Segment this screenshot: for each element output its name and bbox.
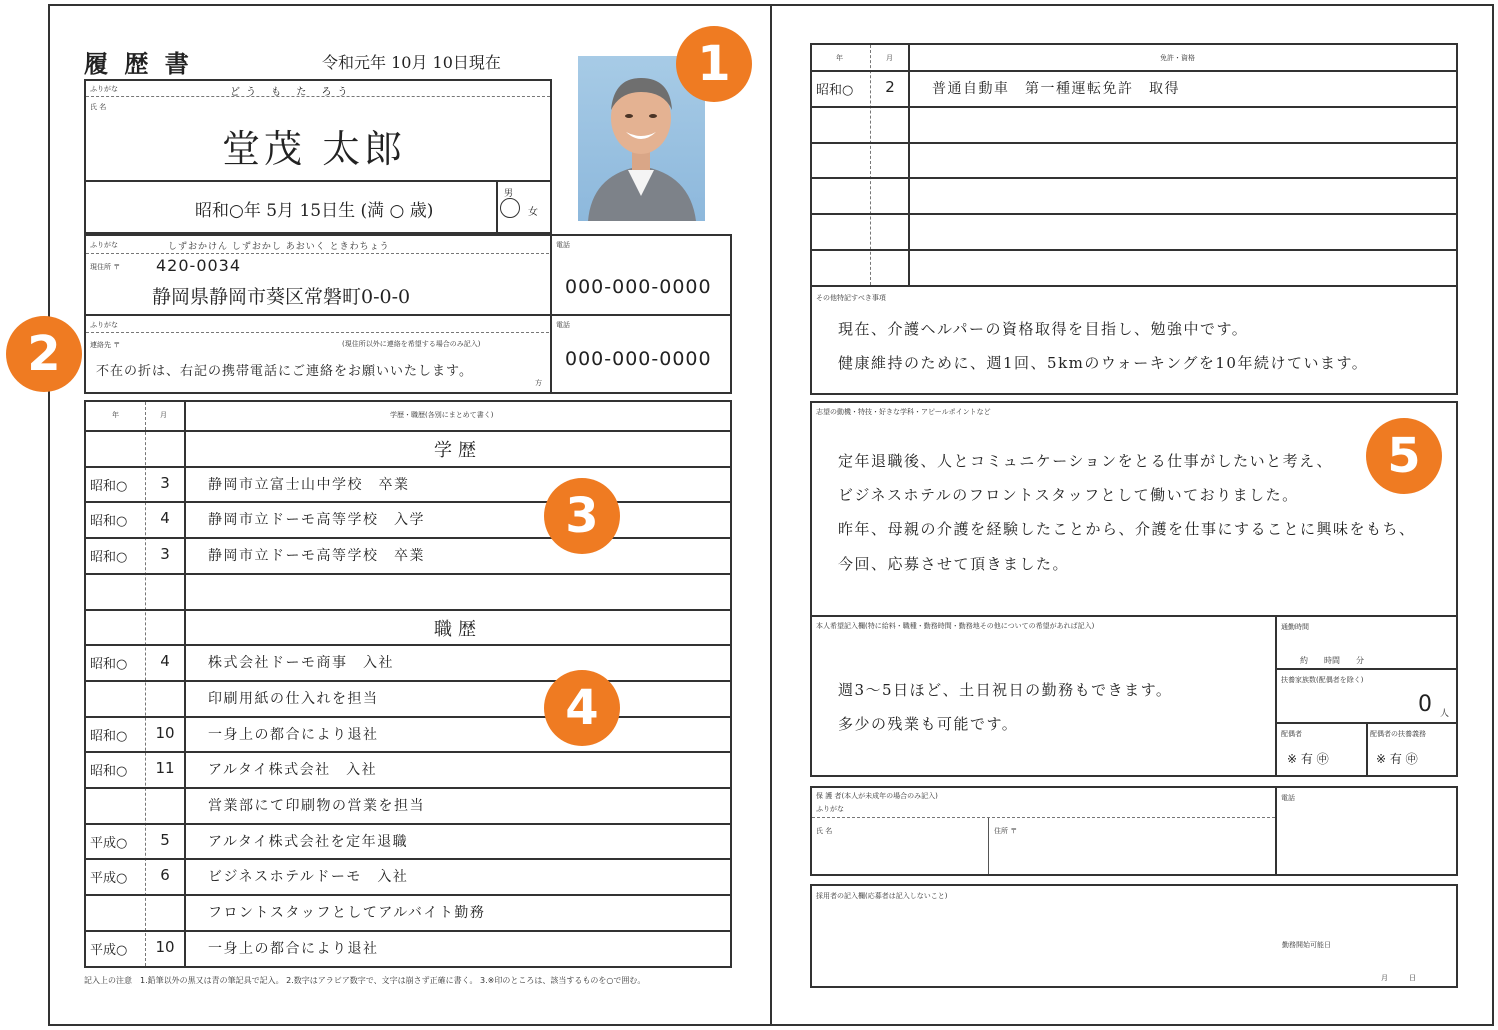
history-row-line <box>86 501 730 503</box>
special-label: その他特記すべき事項 <box>816 294 886 302</box>
contact-suffix: 方 <box>535 379 542 387</box>
lic-month-label: 月 <box>886 54 893 62</box>
history-row-month: 5 <box>160 830 170 849</box>
badge-5: 5 <box>1366 418 1442 494</box>
spouse-duty-label: 配偶者の扶養義務 <box>1370 730 1426 738</box>
history-row-line <box>86 787 730 789</box>
history-row-month: 3 <box>160 545 170 564</box>
address-furigana-label: ふりがな <box>90 241 118 249</box>
spouse-label: 配偶者 <box>1281 730 1302 738</box>
dependents-value: 0 <box>1418 692 1432 717</box>
hist-header: 学歴・職歴(各別にまとめて書く) <box>390 411 494 419</box>
commute-label: 通勤時間 <box>1281 623 1309 631</box>
phone2: 000-000-0000 <box>565 348 712 370</box>
motive-line-4: 今回、応募させて頂きました。 <box>838 555 1070 573</box>
phone2-label: 電話 <box>556 321 570 329</box>
history-row-year: 昭和○ <box>90 478 128 494</box>
sex-female: 女 <box>528 207 538 218</box>
wish-line-1: 週3〜5日ほど、土日祝日の勤務もできます。 <box>838 681 1173 699</box>
address-label: 現住所 〒 <box>90 263 121 271</box>
phone1-label: 電話 <box>556 241 570 249</box>
sex-circle-icon <box>500 198 520 218</box>
license-row-line <box>812 70 1456 72</box>
commute-value: 約 時間 分 <box>1300 656 1364 665</box>
history-row-text: 一身上の都合により退社 <box>208 726 379 743</box>
history-row-line <box>86 430 730 432</box>
history-row-year: 昭和○ <box>90 728 128 744</box>
license-row-month: 2 <box>885 78 895 96</box>
motive-line-2: ビジネスホテルのフロントスタッフとして働いておりました。 <box>838 486 1299 504</box>
name-furigana: どう も た ろう <box>230 87 354 98</box>
phone1: 000-000-0000 <box>565 276 712 298</box>
history-row-year: 昭和○ <box>90 514 128 530</box>
history-row-month: 10 <box>155 937 175 956</box>
history-row-text: 静岡市立ドーモ高等学校 卒業 <box>208 548 425 565</box>
history-row-line <box>86 894 730 896</box>
guardian-furigana: ふりがな <box>816 805 844 813</box>
history-row-text: アルタイ株式会社を定年退職 <box>208 833 409 850</box>
history-row-month: 4 <box>160 509 170 528</box>
history-row-line <box>86 858 730 860</box>
license-row-year: 昭和○ <box>816 83 854 98</box>
license-row-line <box>812 142 1456 144</box>
history-row-line <box>86 573 730 575</box>
sex-male: 男 <box>504 189 514 199</box>
history-row-text: 静岡市立ドーモ高等学校 入学 <box>208 512 425 529</box>
employer-date-value: 月 日 <box>1381 974 1416 982</box>
badge-3: 3 <box>544 478 620 554</box>
hist-month-label: 月 <box>160 411 167 419</box>
history-row-text: 株式会社ドーモ商事 入社 <box>208 655 394 672</box>
guardian-phone-label: 電話 <box>1281 794 1295 802</box>
history-section-heading: 職歴 <box>434 618 482 640</box>
history-row-text: 営業部にて印刷物の営業を担当 <box>208 798 425 814</box>
address-furigana: しずおかけん しずおかし あおいく ときわちょう <box>168 242 390 252</box>
history-row-line <box>86 930 730 932</box>
history-row-line <box>86 644 730 646</box>
furigana-label: ふりがな <box>90 85 118 93</box>
birth-date: 昭和○年 5月 15日生 (満 ○ 歳) <box>195 201 434 221</box>
history-row-text: フロントスタッフとしてアルバイト勤務 <box>208 905 486 922</box>
guardian-address-label: 住所 〒 <box>994 827 1018 835</box>
history-row-line <box>86 716 730 718</box>
history-row-month: 11 <box>155 759 175 778</box>
lic-year-label: 年 <box>836 54 843 62</box>
page-divider <box>770 4 772 1026</box>
history-row-text: アルタイ株式会社 入社 <box>208 762 378 779</box>
history-row-year: 平成○ <box>90 871 128 887</box>
history-row-month: 3 <box>160 473 170 492</box>
badge-1: 1 <box>676 26 752 102</box>
hist-year-label: 年 <box>112 411 119 419</box>
badge-2: 2 <box>6 316 82 392</box>
history-row-month: 10 <box>155 723 175 742</box>
postal-code: 420-0034 <box>156 256 242 275</box>
motive-label: 志望の動機・特技・好きな学科・アピールポイントなど <box>816 408 991 416</box>
employer-label: 採用者の記入欄(応募者は記入しないこと) <box>816 892 948 900</box>
motive-line-3: 昨年、母親の介護を経験したことから、介護を仕事にすることに興味をもち、 <box>838 520 1416 538</box>
history-row-text: ビジネスホテルドーモ 入社 <box>208 869 409 886</box>
history-row-year: 平成○ <box>90 835 128 851</box>
lic-header: 免許・資格 <box>1160 54 1195 62</box>
license-row-line <box>812 249 1456 251</box>
special-line-1: 現在、介護ヘルパーの資格取得を目指し、勉強中です。 <box>838 320 1249 338</box>
history-row-line <box>86 680 730 682</box>
history-row-month: 6 <box>160 866 170 885</box>
special-line-2: 健康維持のために、週1回、5kmのウォーキングを10年続けています。 <box>838 354 1369 372</box>
history-section-heading: 学歴 <box>434 440 482 461</box>
history-row-text: 一身上の都合により退社 <box>208 940 379 957</box>
spouse-value: ※ 有 ㊥ <box>1287 752 1329 766</box>
guardian-label: 保 護 者(本人が未成年の場合のみ記入) <box>816 792 938 800</box>
contact-text: 不在の折は、右記の携帯電話にご連絡をお願いいたします。 <box>96 364 473 379</box>
history-row-line <box>86 823 730 825</box>
history-row-text: 印刷用紙の仕入れを担当 <box>208 690 379 707</box>
badge-4: 4 <box>544 670 620 746</box>
license-row-text: 普通自動車 第一種運転免許 取得 <box>932 81 1180 97</box>
license-row-line <box>812 177 1456 179</box>
date-line: 令和元年 10月 10日現在 <box>322 53 501 72</box>
history-row-year: 平成○ <box>90 942 128 958</box>
history-row-line <box>86 466 730 468</box>
history-row-year: 昭和○ <box>90 764 128 780</box>
history-row-line <box>86 609 730 611</box>
dependents-label: 扶養家族数(配偶者を除く) <box>1281 676 1364 684</box>
guardian-name-label: 氏 名 <box>816 827 833 835</box>
applicant-name: 堂茂 太郎 <box>222 127 407 171</box>
address: 静岡県静岡市葵区常磐町0-0-0 <box>152 286 411 308</box>
history-row-month: 4 <box>160 652 170 671</box>
license-row-line <box>812 106 1456 108</box>
history-row-line <box>86 751 730 753</box>
motive-line-1: 定年退職後、人とコミュニケーションをとる仕事がしたいと考え、 <box>838 452 1334 470</box>
history-row-year: 昭和○ <box>90 657 128 673</box>
resume-title: 履 歴 書 <box>84 49 193 78</box>
license-row-line <box>812 213 1456 215</box>
contact-note: (現住所以外に連絡を希望する場合のみ記入) <box>342 340 481 348</box>
dependents-unit: 人 <box>1440 709 1450 719</box>
spouse-duty-value: ※ 有 ㊥ <box>1376 752 1418 766</box>
history-row-line <box>86 537 730 539</box>
notes-footer: 記入上の注意 1.鉛筆以外の黒又は青の筆記具で記入。 2.数字はアラビア数字で、文字は崩さず正確に書く。 3.※印のところは、該当するものを○で囲む。 <box>84 976 646 985</box>
history-row-text: 静岡市立富士山中学校 卒業 <box>208 476 410 493</box>
employer-date-label: 勤務開始可能日 <box>1282 941 1331 949</box>
wish-line-2: 多少の残業も可能です。 <box>838 715 1019 733</box>
name-label: 氏 名 <box>90 103 107 111</box>
contact-furigana-label: ふりがな <box>90 321 118 329</box>
history-row-year: 昭和○ <box>90 550 128 566</box>
wish-label: 本人希望記入欄(特に給料・職種・勤務時間・勤務地その他についての希望があれば記入) <box>816 622 1095 630</box>
contact-label: 連絡先 〒 <box>90 341 121 349</box>
